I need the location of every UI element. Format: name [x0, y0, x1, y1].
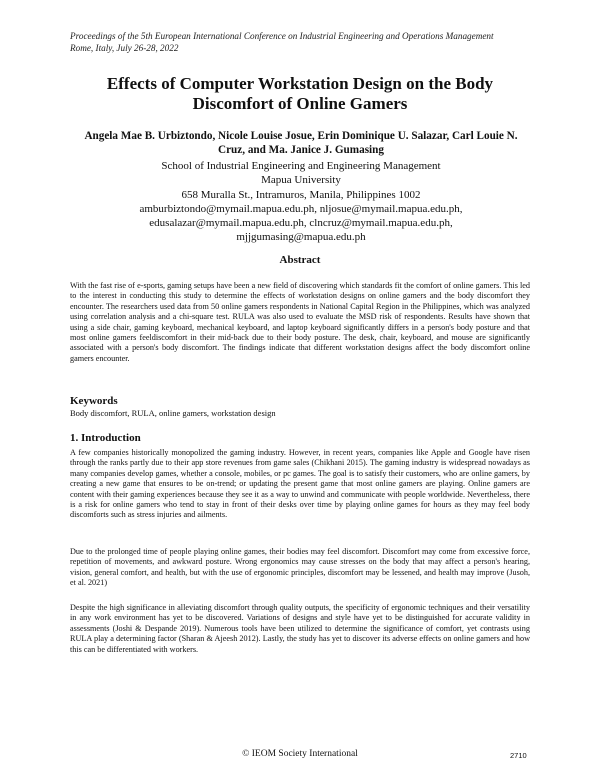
keywords-text: Body discomfort, RULA, online gamers, workstation design: [70, 408, 276, 418]
affiliation-emails-3: mjjgumasing@mapua.edu.ph: [236, 231, 366, 244]
keywords-heading: Keywords: [70, 395, 118, 407]
affiliation-emails-1: amburbiztondo@mymail.mapua.edu.ph, nljosue@mymail.mapua.edu.ph,: [139, 202, 463, 215]
intro-paragraph-2: Due to the prolonged time of people playing online games, their bodies may feel discomfort. Discomfort may come from excessive force, repetition of movements, and awkward posture. Wrong ergonomics may cause stresses on the body that may affect a person's hearing, vision, general comfort, and health, but with the use of ergonomic principles, discomfort may be lessened, and health may improve (Jusoh, et al. 2021): [70, 547, 530, 588]
copyright-footer: © IEOM Society International: [242, 749, 358, 759]
section-heading-introduction: 1. Introduction: [70, 432, 141, 444]
author-list: [62, 129, 540, 157]
affiliation-block: [62, 159, 540, 245]
paper-title: [60, 74, 540, 114]
conference-name: Proceedings of the 5th European International Conference on Industrial Engineering and Operations Management: [70, 31, 494, 41]
intro-paragraph-1: A few companies historically monopolized the gaming industry. However, in recent years, companies like Apple and Google have risen through the ranks partly due to their app store revenues from game sales (Chikhani 2015). The gaming industry is widespread nowadays as many companies develop games, whether a console, mobiles, or pc games. The goal is to satisfy their customers, who are online gamers, by creating a new game that ensures to be on-trend; or updating the present game that most online gamers are playing. Online gamers are content with their gaming experiences because they see it as a way to unwind and communicate with people worldwide. Nevertheless, there is a risk for online gamers who tend to stay in front of their desks over time by playing online games for hours as they may feel body discomforts such as stress injuries and ailments.: [70, 448, 530, 520]
conference-location: Rome, Italy, July 26-28, 2022: [70, 43, 179, 53]
title-line-2: Discomfort of Online Gamers: [192, 94, 408, 113]
authors-line-2: Cruz, and Ma. Janice J. Gumasing: [218, 144, 384, 156]
affiliation-university: Mapua University: [261, 174, 341, 187]
affiliation-emails-2: edusalazar@mymail.mapua.edu.ph, clncruz@mymail.mapua.edu.ph,: [149, 217, 453, 230]
title-line-1: Effects of Computer Workstation Design on the Body: [106, 74, 494, 93]
intro-paragraph-3: Despite the high significance in alleviating discomfort through quality outputs, the specificity of ergonomic techniques and their versatility in any work environment has yet to be discovered. Variations of designs and style have yet to be distinguished for accurate validity in assessments (Joshi & Despande 2019). Numerous tools have been utilized to determine the significance of comfort, yet contrasts using RULA play a determining factor (Sharan & Ajeesh 2012). Lastly, the study has yet to discover its adverse effects on online gamers and how this can be differentiated with workers.: [70, 603, 530, 654]
page-number: 2710: [510, 751, 527, 760]
authors-line-1: Angela Mae B. Urbiztondo, Nicole Louise Josue, Erin Dominique U. Salazar, Carl Louie N.: [84, 130, 518, 142]
affiliation-school: School of Industrial Engineering and Engineering Management: [161, 160, 441, 172]
abstract-heading: Abstract: [279, 254, 321, 266]
abstract-text: With the fast rise of e-sports, gaming setups have been a new field of discovering which standards fit the comfort of online gamers. This led to the interest in conducting this study to determine the effects of workstation designs on online gamers and the body discomfort they encounter. The researchers used data from 50 online gamers respondents in National Capital Region in the Philippines, which was analyzed using correlation analysis and a chi-square test. RULA was also used to evaluate the MSD risk of respondents. Results have shown that using a side chair, gaming keyboard, mechanical keyboard, and laptop keyboard significantly differs in a person's body posture and that most online gamers feeldiscomfort in their mid-back due to their body posture. The desk, chair, keyboard, and mouse are significantly associated with a person's body discomfort. The findings indicate that different workstation designs affect the body discomfort online gamers encounter.: [70, 281, 530, 363]
affiliation-address: 658 Muralla St., Intramuros, Manila, Philippines 1002: [181, 188, 421, 201]
conference-header: [70, 30, 540, 54]
